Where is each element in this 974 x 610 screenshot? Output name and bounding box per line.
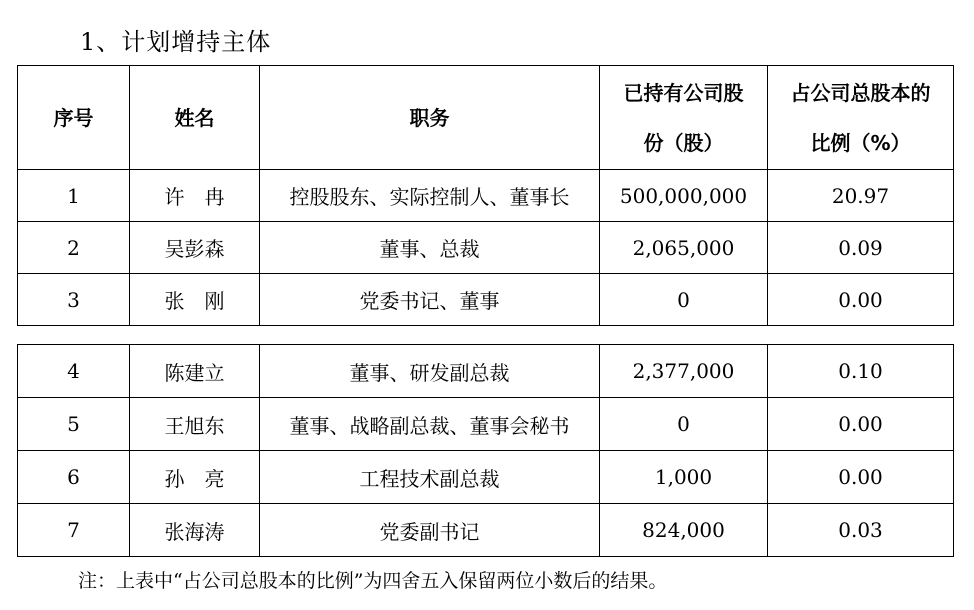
header-ratio <box>768 66 954 170</box>
cell-ratio: 0.00 <box>768 451 954 504</box>
cell-title: 控股股东、实际控制人、董事长 <box>260 170 600 222</box>
cell-shares: 500,000,000 <box>600 170 768 222</box>
cell-ratio: 0.10 <box>768 345 954 398</box>
header-shares-line2: 份（股） <box>643 130 724 155</box>
table-row <box>18 170 954 222</box>
cell-no: 4 <box>18 345 130 398</box>
cell-name: 孙 亮 <box>130 451 260 504</box>
cell-no: 5 <box>18 398 130 451</box>
table-row <box>18 398 954 451</box>
cell-ratio: 0.03 <box>768 504 954 557</box>
header-shares <box>600 66 768 170</box>
cell-name: 王旭东 <box>130 398 260 451</box>
cell-name: 陈建立 <box>130 345 260 398</box>
cell-title: 党委副书记 <box>260 504 600 557</box>
cell-shares: 824,000 <box>600 504 768 557</box>
cell-title: 党委书记、董事 <box>260 274 600 326</box>
cell-name: 吴彭森 <box>130 222 260 274</box>
holdings-table-part1 <box>17 65 954 326</box>
cell-name: 张 刚 <box>130 274 260 326</box>
cell-title: 工程技术副总裁 <box>260 451 600 504</box>
cell-shares: 0 <box>600 398 768 451</box>
table-row <box>18 345 954 398</box>
cell-shares: 0 <box>600 274 768 326</box>
cell-name: 许 冉 <box>130 170 260 222</box>
section-heading: 1、计划增持主体 <box>80 28 272 56</box>
header-ratio-line2: 比例（%） <box>810 130 911 155</box>
cell-ratio: 0.00 <box>768 274 954 326</box>
table-row <box>18 504 954 557</box>
table-row <box>18 451 954 504</box>
cell-ratio: 0.00 <box>768 398 954 451</box>
cell-no: 2 <box>18 222 130 274</box>
cell-no: 3 <box>18 274 130 326</box>
cell-shares: 2,377,000 <box>600 345 768 398</box>
cell-no: 7 <box>18 504 130 557</box>
cell-ratio: 0.09 <box>768 222 954 274</box>
cell-ratio: 20.97 <box>768 170 954 222</box>
cell-shares: 2,065,000 <box>600 222 768 274</box>
table-row <box>18 274 954 326</box>
table-row <box>18 222 954 274</box>
cell-title: 董事、战略副总裁、董事会秘书 <box>260 398 600 451</box>
holdings-table-part2 <box>17 344 954 557</box>
footnote: 注：上表中“占公司总股本的比例”为四舍五入保留两位小数后的结果。 <box>78 570 668 592</box>
header-shares-line1: 已持有公司股 <box>623 80 744 105</box>
header-no: 序号 <box>18 66 130 170</box>
header-title: 职务 <box>260 66 600 170</box>
cell-title: 董事、总裁 <box>260 222 600 274</box>
header-ratio-line1: 占公司总股本的 <box>790 80 931 105</box>
cell-name: 张海涛 <box>130 504 260 557</box>
cell-shares: 1,000 <box>600 451 768 504</box>
cell-title: 董事、研发副总裁 <box>260 345 600 398</box>
cell-no: 6 <box>18 451 130 504</box>
cell-no: 1 <box>18 170 130 222</box>
header-name: 姓名 <box>130 66 260 170</box>
